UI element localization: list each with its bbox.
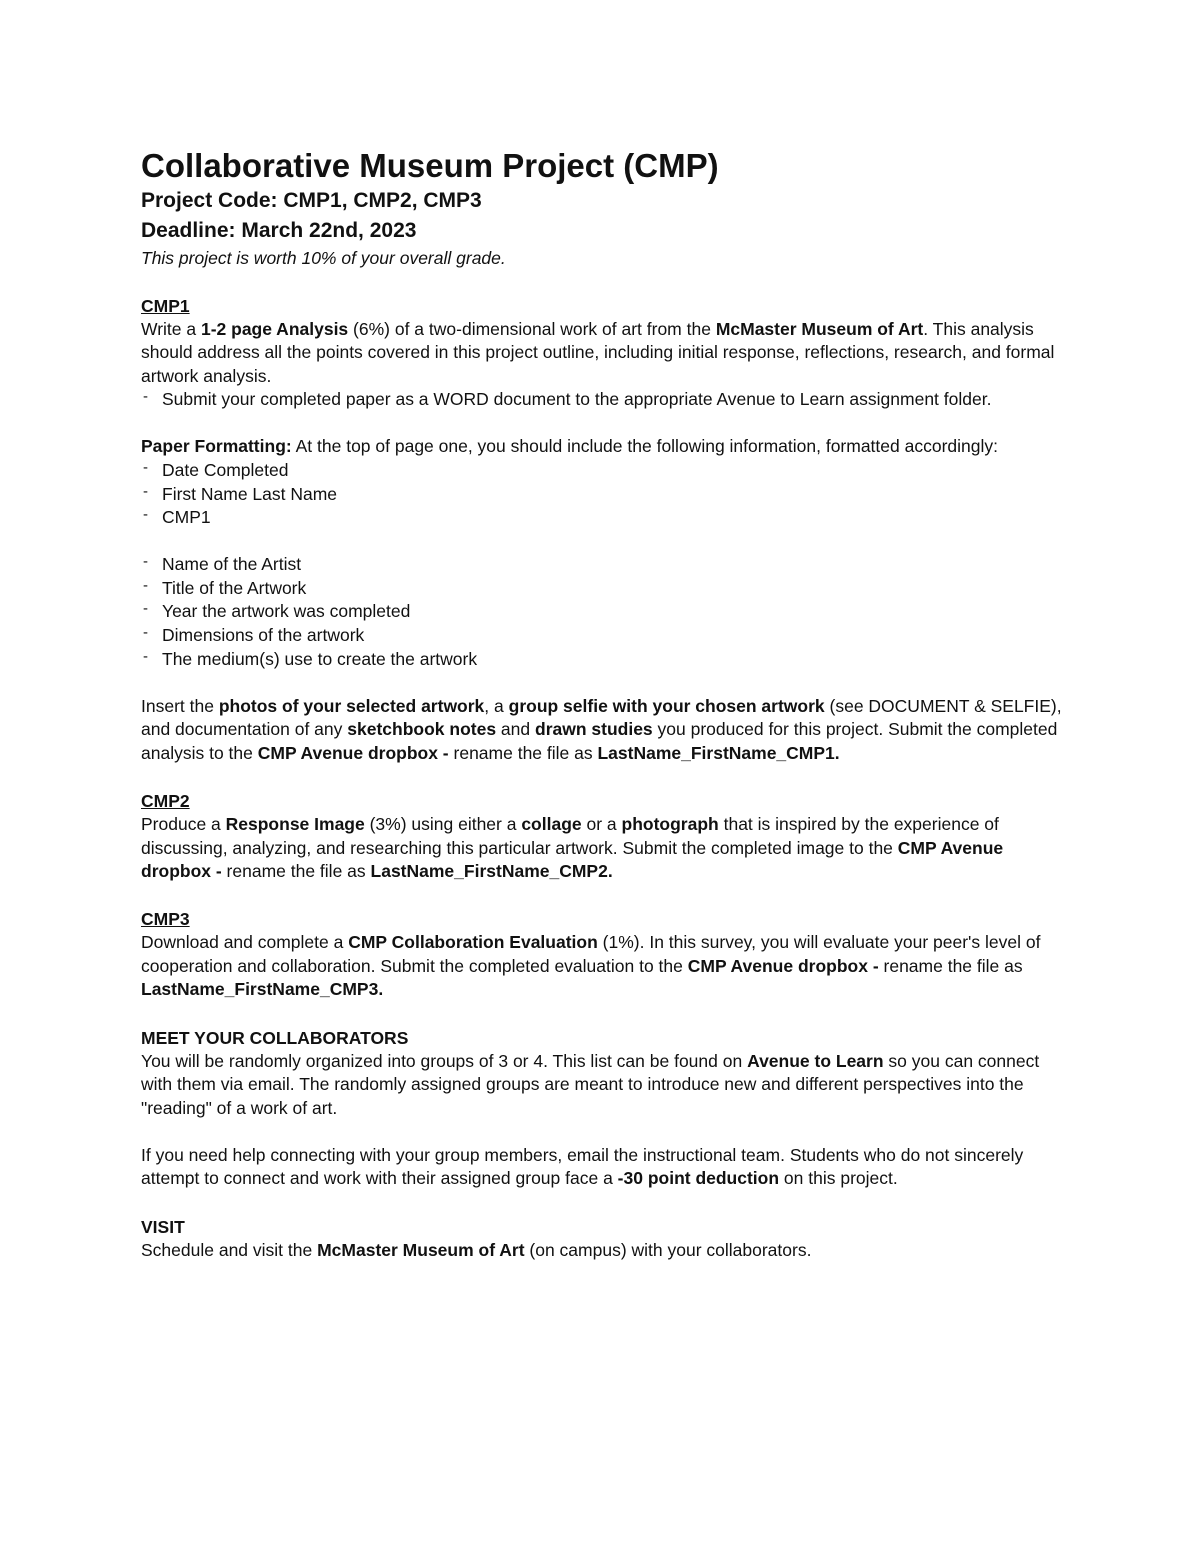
list-item: - The medium(s) use to create the artwork: [141, 648, 1071, 672]
cmp2-paragraph: [141, 813, 1071, 884]
text-run: rename the file as: [221, 861, 371, 882]
text-run: Produce a: [141, 814, 226, 834]
cmp1-paragraph: [141, 318, 1071, 389]
formatting-label: Paper Formatting:: [141, 436, 292, 457]
list-item: - Year the artwork was completed: [141, 600, 1071, 624]
bold-run: CMP Avenue dropbox -: [257, 742, 449, 763]
text-run: , a: [484, 695, 509, 716]
text-run: (3%) using either a: [364, 814, 522, 834]
text-run: Download and complete a: [141, 932, 349, 953]
bold-run: LastName_FirstName_CMP1.: [597, 742, 840, 763]
bold-run: LastName_FirstName_CMP2.: [370, 861, 613, 882]
bold-run: photos of your selected artwork: [218, 695, 485, 716]
text-run: rename the file as: [878, 955, 1023, 976]
list-item: - Submit your completed paper as a WORD document to the appropriate Avenue to Learn assignment folder.: [141, 388, 1071, 412]
formatting-paragraph: [141, 435, 1071, 459]
text-run: that is inspired by the experience of discussing, analyzing, and researching this particular artwork. Submit the completed image to the: [141, 814, 999, 858]
text-run: (on campus) with your collaborators.: [524, 1239, 812, 1260]
text-run: you produced for this project. Submit the completed analysis to the: [141, 719, 1058, 763]
visit-paragraph: [141, 1239, 1071, 1263]
text-run: . This analysis should address all the points covered in this project outline, including initial response, reflections, research, and formal artwork analysis.: [141, 318, 1055, 386]
list-item: - Name of the Artist: [141, 553, 1071, 577]
cmp2-heading: CMP2: [141, 791, 190, 811]
text-run: Schedule and visit the: [141, 1239, 318, 1260]
project-code: Project Code: CMP1, CMP2, CMP3: [141, 189, 482, 212]
document-body: [141, 146, 1071, 1262]
text-run: or a: [581, 814, 622, 834]
insert-paragraph: [141, 695, 1071, 766]
bold-run: LastName_FirstName_CMP3.: [141, 979, 384, 1000]
bold-run: Response Image: [225, 814, 365, 834]
bold-run: Avenue to Learn: [747, 1050, 884, 1071]
visit-heading: VISIT: [141, 1216, 185, 1237]
bold-run: collage: [521, 814, 582, 834]
text-run: and: [496, 719, 535, 740]
list-item: - Title of the Artwork: [141, 577, 1071, 601]
collaborators-heading: MEET YOUR COLLABORATORS: [141, 1027, 409, 1048]
formatting-list-a: [141, 459, 1071, 530]
help-paragraph: [141, 1144, 1071, 1191]
text-run: If you need help connecting with your group members, email the instructional team. Students who do not sincerely attempt to connect and work with their assigned group face a: [141, 1144, 1024, 1189]
text-run: Write a: [141, 318, 201, 339]
grade-worth-note: This project is worth 10% of your overall grade.: [141, 248, 506, 268]
bold-run: -30 point deduction: [617, 1168, 780, 1189]
text-run: rename the file as: [448, 742, 598, 763]
text-run: so you can connect with them via email. The randomly assigned groups are meant to introduce new and different perspectives into the "reading" of a work of art.: [141, 1050, 1040, 1118]
document-title: Collaborative Museum Project (CMP): [141, 147, 719, 184]
cmp3-heading: CMP3: [141, 909, 190, 930]
list-item: - Date Completed: [141, 459, 1071, 483]
cmp1-bullet-list: [141, 388, 1071, 412]
bold-run: McMaster Museum of Art: [715, 318, 924, 339]
bold-run: group selfie with your chosen artwork: [508, 695, 825, 716]
cmp3-paragraph: [141, 931, 1071, 1002]
text-run: At the top of page one, you should include the following information, formatted accordingly:: [291, 436, 998, 457]
bold-run: sketchbook notes: [347, 719, 497, 740]
text-run: on this project.: [779, 1168, 898, 1189]
list-item: - Dimensions of the artwork: [141, 624, 1071, 648]
deadline: Deadline: March 22nd, 2023: [141, 219, 417, 242]
list-item: - First Name Last Name: [141, 483, 1071, 507]
bold-run: photograph: [621, 814, 719, 834]
bold-run: McMaster Museum of Art: [317, 1239, 525, 1260]
bold-run: drawn studies: [535, 719, 653, 740]
cmp1-heading: CMP1: [141, 295, 190, 316]
bold-run: 1-2 page Analysis: [200, 318, 349, 339]
formatting-list-b: [141, 553, 1071, 671]
collaborators-paragraph: [141, 1050, 1071, 1121]
text-run: Insert the: [141, 695, 219, 716]
text-run: You will be randomly organized into groups of 3 or 4. This list can be found on: [141, 1050, 748, 1071]
text-run: (1%). In this survey, you will evaluate your peer's level of cooperation and collaboration. Submit the completed evaluation to the: [141, 932, 1041, 976]
text-run: (6%) of a two-dimensional work of art from the: [348, 318, 716, 339]
bold-run: CMP Avenue dropbox -: [687, 955, 879, 976]
bold-run: CMP Avenue dropbox -: [141, 837, 1004, 882]
text-run: (see DOCUMENT & SELFIE), and documentation of any: [141, 695, 1062, 740]
list-item: - CMP1: [141, 506, 1071, 530]
bold-run: CMP Collaboration Evaluation: [348, 932, 598, 953]
